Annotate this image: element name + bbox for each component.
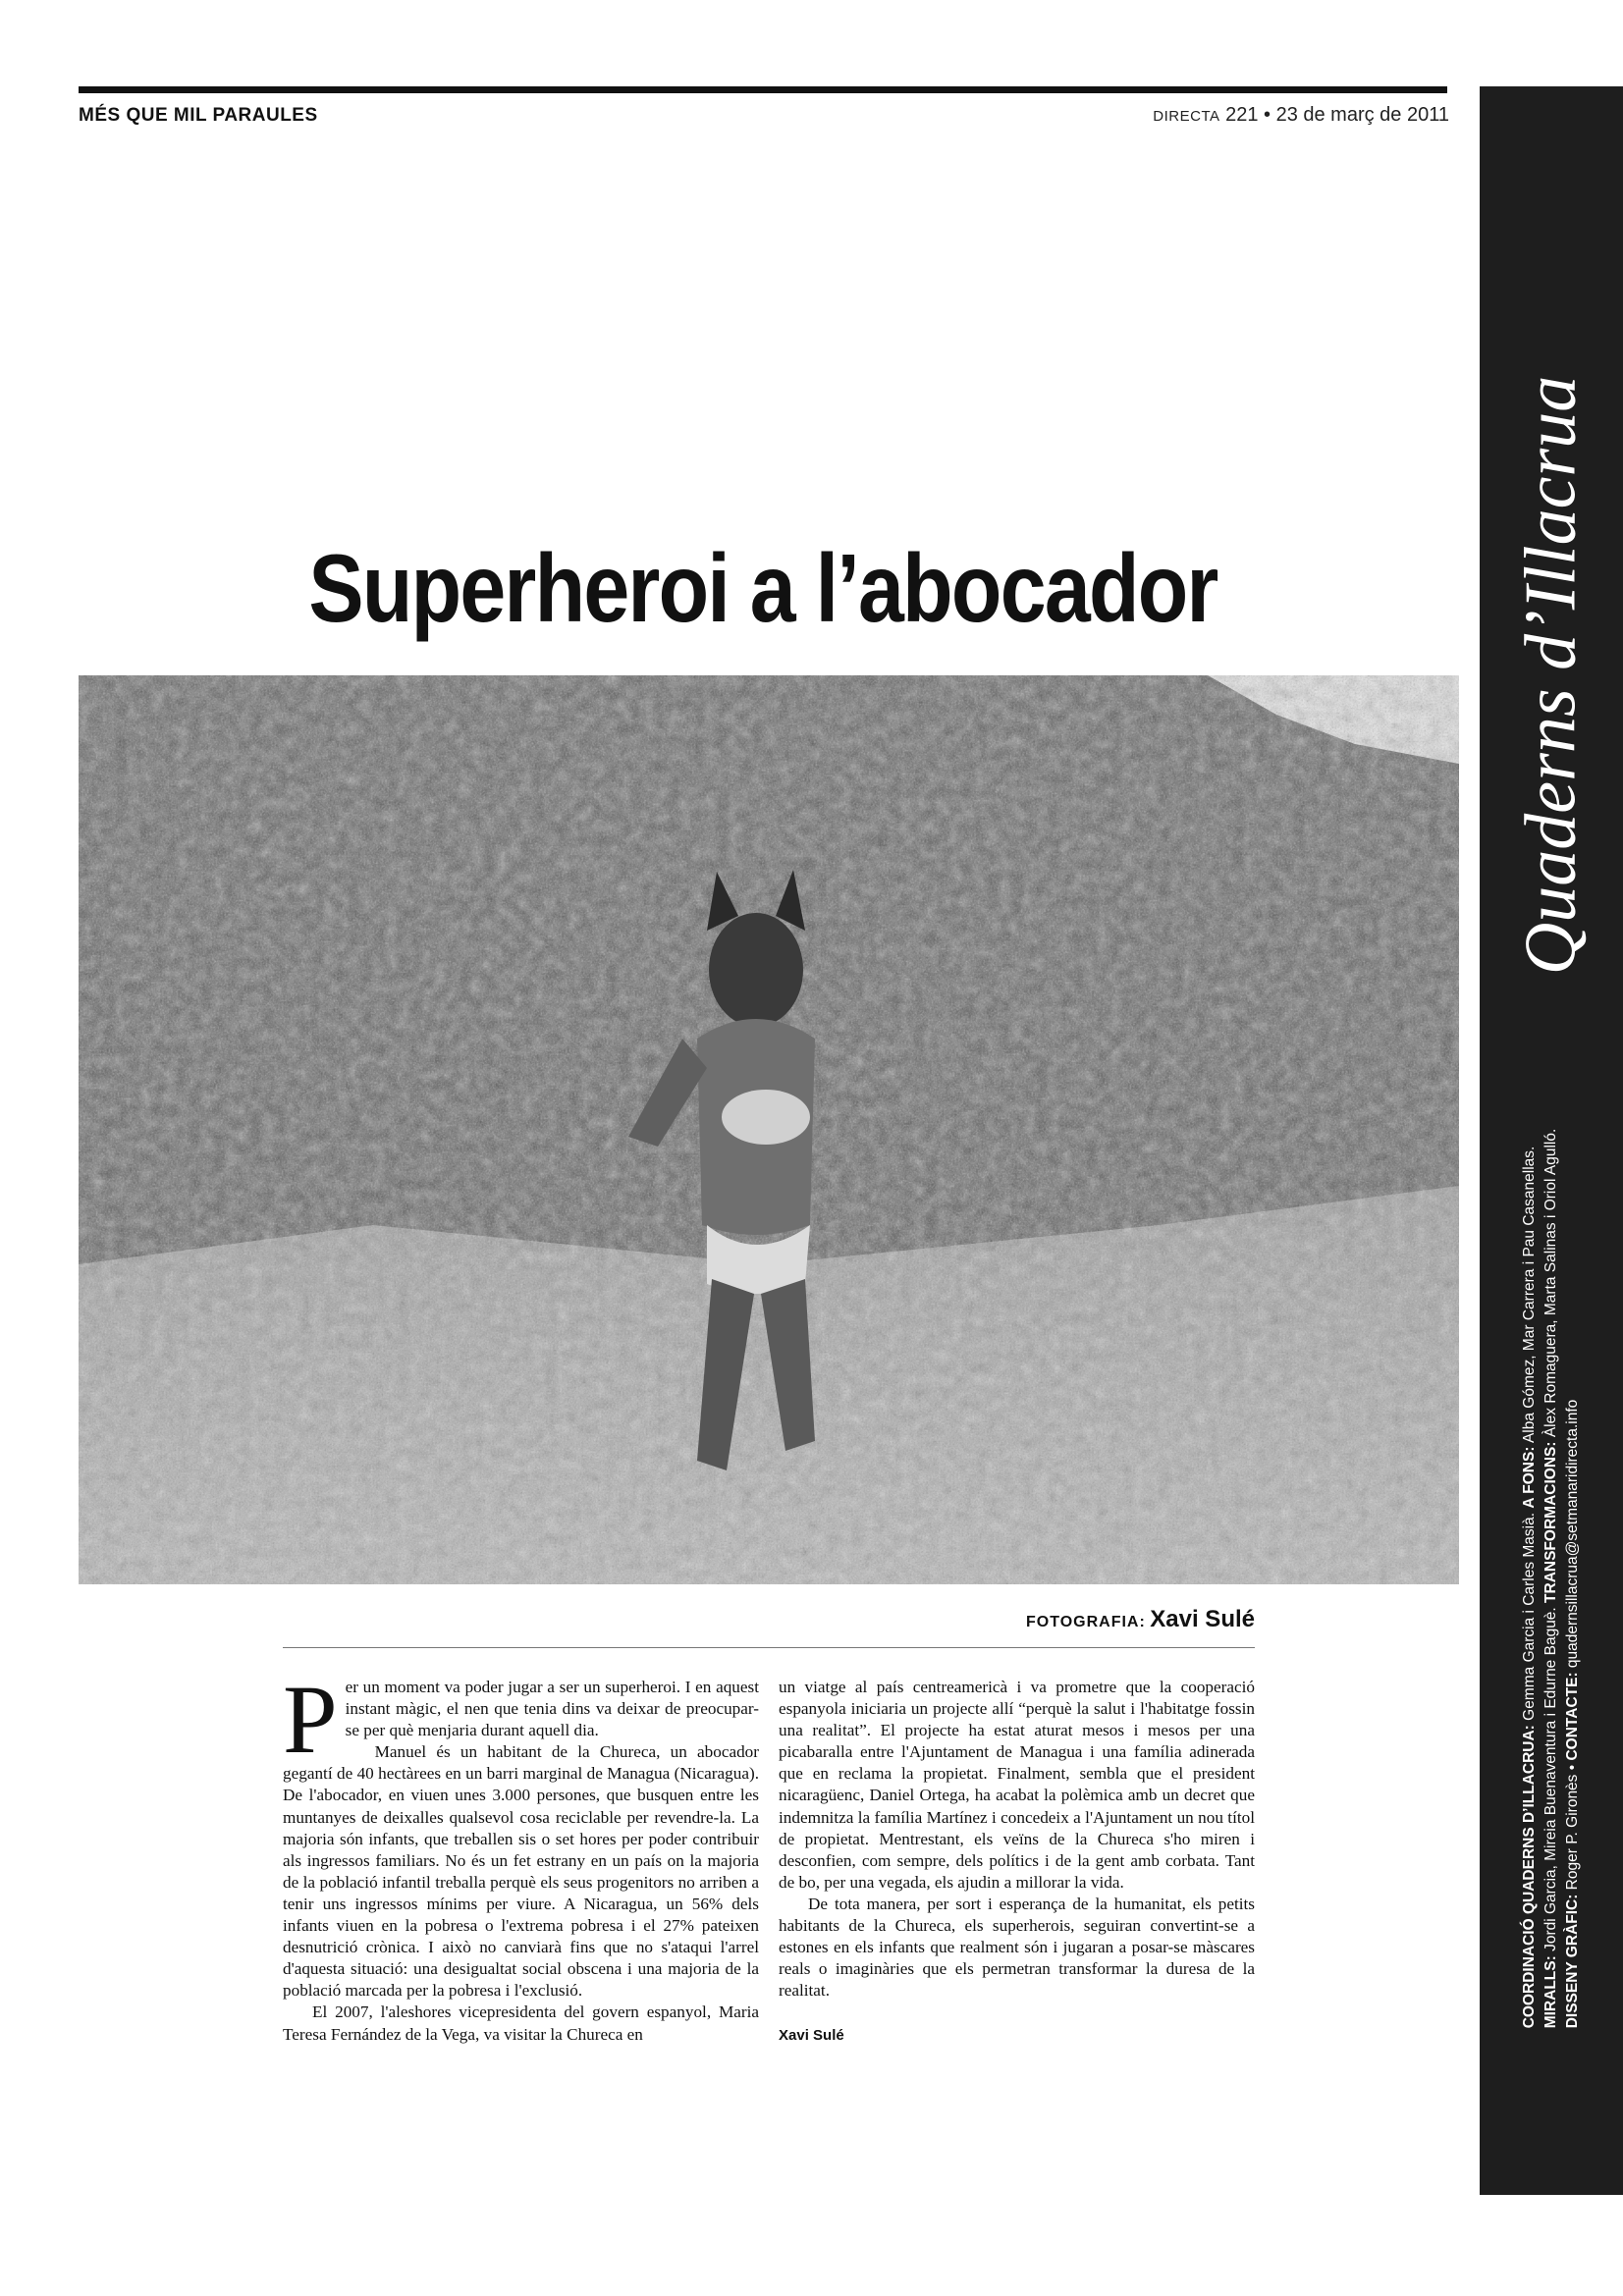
issue-number: 221 — [1225, 104, 1259, 126]
issue-date: 23 de març de 2011 — [1275, 104, 1449, 126]
photo-credit-name: Xavi Sulé — [1150, 1606, 1255, 1632]
brand-title: Quaderns d’Illacrua — [1510, 375, 1592, 976]
credit-line — [1562, 1129, 1584, 2029]
credit-role: MIRALLS: — [1542, 1955, 1559, 2029]
credit-role: COORDINACIÓ QUADERNS D’ILLACRUA: — [1521, 1725, 1538, 2029]
credit-role: DISSENY GRÀFIC: — [1564, 1894, 1581, 2029]
credit-names: Gemma Garcia i Carles Masià. — [1521, 1508, 1538, 1726]
author-signature: Xavi Sulé — [779, 2027, 844, 2045]
article-column-2 — [779, 1677, 1255, 2048]
credit-rule — [283, 1647, 1255, 1648]
article-paragraph: Manuel és un habitant de la Chureca, un abocador gegantí de 40 hectàrees en un barri marginal de Managua (Nicaragua). De l'abocador, en viuen unes 3.000 persones, que busquen entre les muntanyes de deixalles qualsevol cosa reciclable per revendre-la. La majoria són infants, que treballen sis o set hores per poder contribuir als ingressos familiars. No és un fet estrany en un país on la majoria de la població infantil treballa perquè els seus progenitors no arriben a tenir uns ingressos mínims per viure. A Nicaragua, un 56% dels infants viuen en la pobresa o l'extrema pobresa i el 27% pateixen desnutrició crònica. I això no canviarà fins que no s'ataqui l'arrel d'aquesta situació: una desigualtat social obscena i una majoria de la població marcada per la pobresa i l'exclusió. — [283, 1742, 759, 2001]
issue-separator: • — [1258, 104, 1276, 126]
credit-line — [1541, 1129, 1562, 2029]
credit-names: quadernsillacrua@setmanaridirecta.info — [1564, 1399, 1581, 1673]
article-column-1 — [283, 1665, 759, 2046]
credit-role: TRANSFORMACIONS: — [1542, 1441, 1559, 1603]
publication-name: DIRECTA — [1153, 108, 1220, 125]
issue-line — [1153, 104, 1449, 127]
top-rule — [79, 86, 1447, 93]
staff-credits — [1519, 1129, 1584, 2029]
article-title: Superheroi a l’abocador — [308, 534, 1217, 642]
article-paragraph: Per un moment va poder jugar a ser un superheroi. I en aquest instant màgic, el nen que tenia dins va deixar de preocupar-se per què menjaria durant aquell dia. — [283, 1665, 759, 1774]
article-photo — [79, 675, 1459, 1584]
photo-credit — [1026, 1606, 1255, 1633]
photo-credit-label: FOTOGRAFIA: — [1026, 1614, 1146, 1630]
credit-line — [1519, 1129, 1541, 2029]
credit-role: CONTACTE: — [1564, 1672, 1581, 1761]
article-paragraph: El 2007, l'aleshores vicepresidenta del govern espanyol, Maria Teresa Fernández de la Vega, va visitar la Chureca en — [283, 2002, 759, 2044]
credit-names: Alba Gómez, Mar Carrera i Pau Casanellas. — [1521, 1146, 1538, 1447]
credit-names: Jordi Garcia, Mireia Buenaventura i Edurne Baguè. — [1542, 1602, 1559, 1956]
credit-names: Àlex Romaguera, Marta Salinas i Oriol Agulló. — [1542, 1128, 1559, 1442]
section-label: MÉS QUE MIL PARAULES — [79, 105, 318, 126]
credit-role: A FONS: — [1521, 1446, 1538, 1509]
article-paragraph: De tota manera, per sort i esperança de la humanitat, els petits habitants de la Chureca, els superherois, seguiran convertint-se a estones en els infants que realment són i jugaran a posar-se màscares reals o imaginàries que els permetran transformar la duresa de la realitat. — [779, 1894, 1255, 2001]
credit-names: Roger P. Gironès • — [1564, 1760, 1581, 1895]
drop-cap: P — [283, 1665, 338, 1774]
article-paragraph: un viatge al país centreamericà i va prometre que la cooperació espanyola iniciaria un projecte allí “perquè la salut i l'habitatge fossin una realitat”. El projecte ha estat aturat mesos i mesos per una picabaralla entre l'Ajuntament de Managua i una família adinerada que en reclama la propietat. Finalment, sembla que el president nicaragüenc, Daniel Ortega, ha acabat la polèmica amb un decret que indemnitza la família Martínez i concedeix a l'Ajuntament un nou títol de propietat. Mentrestant, els veïns de la Chureca s'ho miren i desconfien, com sempre, dels polítics i de la gent amb corbata. Tant de bo, per una vegada, els ajudin a millorar la vida. — [779, 1678, 1255, 1892]
sidebar-band — [1480, 86, 1623, 2195]
